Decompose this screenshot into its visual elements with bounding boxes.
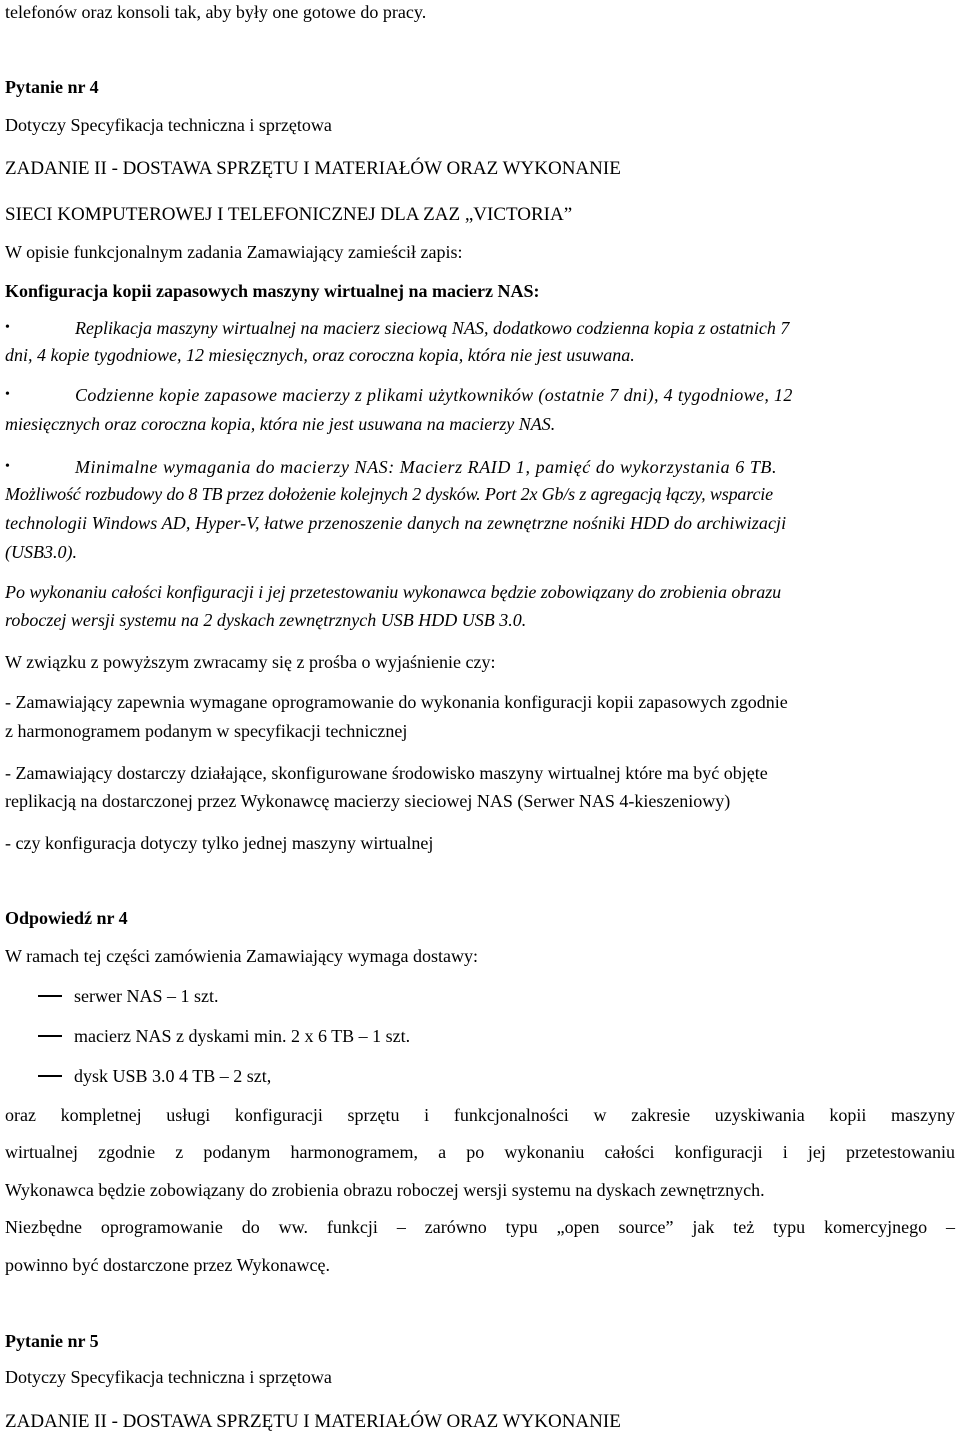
answer-4-intro: W ramach tej części zamówienia Zamawiający wymaga dostawy:: [5, 946, 478, 966]
bullet-3-third-line: technologii Windows AD, Hyper-V, łatwe przenoszenie danych na zewnętrzne nośniki HDD do archiwizacji: [5, 513, 787, 533]
answer-4-paragraph-line-4: Niezbędne oprogramowanie do ww. funkcji – zarówno typu „open source” jak też typu komercyjnego –: [5, 1217, 955, 1237]
question-4-task-line-2: SIECI KOMPUTEROWEJ I TELEFONICZNEJ DLA ZAZ „VICTORIA”: [5, 204, 573, 225]
bullet-2-second-line: miesięcznych oraz coroczna kopia, która nie jest usuwana na macierzy NAS.: [5, 414, 556, 434]
question-5-heading: Pytanie nr 5: [5, 1331, 99, 1351]
request-2-line-2: replikacją na dostarczonej przez Wykonawcę macierzy sieciowej NAS (Serwer NAS 4-kieszeniowy): [5, 791, 731, 811]
request-1-line-2: z harmonogramem podanym w specyfikacji technicznej: [5, 721, 408, 741]
bullet-1-second-line: dni, 4 kopie tygodniowe, 12 miesięcznych, oraz coroczna kopia, która nie jest usuwana.: [5, 345, 635, 365]
backup-config-title: Konfiguracja kopii zapasowych maszyny wirtualnej na macierz NAS:: [5, 281, 540, 301]
bullet-3-fourth-line: (USB3.0).: [5, 542, 77, 562]
dash-bullet-icon: [38, 1035, 62, 1037]
question-4-subject: Dotyczy Specyfikacja techniczna i sprzętowa: [5, 115, 332, 135]
request-intro: W związku z powyższym zwracamy się z prośba o wyjaśnienie czy:: [5, 652, 496, 672]
question-5-task-line-1: ZADANIE II - DOSTAWA SPRZĘTU I MATERIAŁÓW ORAZ WYKONANIE: [5, 1411, 621, 1432]
question-4-heading: Pytanie nr 4: [5, 77, 99, 97]
question-4-task-line-1: ZADANIE II - DOSTAWA SPRZĘTU I MATERIAŁÓW ORAZ WYKONANIE: [5, 158, 621, 179]
request-2-line-1: - Zamawiający dostarczy działające, skonfigurowane środowisko maszyny wirtualnej które ma być objęte: [5, 763, 768, 783]
request-3: - czy konfiguracja dotyczy tylko jednej maszyny wirtualnej: [5, 833, 434, 853]
answer-4-paragraph-line-5: powinno być dostarczone przez Wykonawcę.: [5, 1255, 330, 1275]
bullet-3-second-line: Możliwość rozbudowy do 8 TB przez dołożenie kolejnych 2 dysków. Port 2x Gb/s z agregacją łączy, wsparcie: [5, 484, 773, 504]
bullet-icon: •: [5, 320, 10, 335]
answer-4-paragraph-line-3: Wykonawca będzie zobowiązany do zrobienia obrazu roboczej wersji systemu na dyskach zewnętrznych.: [5, 1180, 765, 1200]
answer-4-paragraph-line-1: oraz kompletnej usługi konfiguracji sprzętu i funkcjonalności w zakresie uzyskiwania kopii maszyny: [5, 1105, 955, 1125]
after-config-line-2: roboczej wersji systemu na 2 dyskach zewnętrznych USB HDD USB 3.0.: [5, 610, 527, 630]
bullet-icon: •: [5, 459, 10, 474]
top-fragment-text: telefonów oraz konsoli tak, aby były one gotowe do pracy.: [5, 2, 427, 22]
question-5-subject: Dotyczy Specyfikacja techniczna i sprzętowa: [5, 1367, 332, 1387]
request-1-line-1: - Zamawiający zapewnia wymagane oprogramowanie do wykonania konfiguracji kopii zapasowych zgodnie: [5, 692, 788, 712]
dash-bullet-icon: [38, 1075, 62, 1077]
answer-4-paragraph-line-2: wirtualnej zgodnie z podanym harmonogramem, a po wykonaniu całości konfiguracji i jej przetestowaniu: [5, 1142, 955, 1162]
dash-bullet-icon: [38, 995, 62, 997]
bullet-icon: •: [5, 387, 10, 402]
document-page: telefonów oraz konsoli tak, aby były one gotowe do pracy. Pytanie nr 4 Dotyczy Specyfikacja techniczna i sprzętowa ZADANIE II - DOSTAWA SPRZĘTU I MATERIAŁÓW ORAZ WYKONANIE SIECI KOMPUTEROWEJ I TELEFONICZNEJ DLA ZAZ „VICTORIA” W opisie funkcjonalnym zadania Zamawiający zamieścił zapis: Konfiguracja kopii zapasowych maszyny wirtualnej na macierz NAS: • Replikacja maszyny wirtualnej na macierz sieciową NAS, dodatkowo codzienna kopia z ostatnich 7 dni, 4 kopie tygodniowe, 12 miesięcznych, oraz coroczna kopia, która nie jest usuwana. • Codzienne kopie zapasowe macierzy z plikami użytkowników (ostatnie 7 dni), 4 tygodniowe, 12 miesięcznych oraz coroczna kopia, która nie jest usuwana na macierzy NAS. • Minimalne wymagania do macierzy NAS: Macierz RAID 1, pamięć do wykorzystania 6 TB. Możliwość rozbudowy do 8 TB przez dołożenie kolejnych 2 dysków. Port 2x Gb/s z agregacją łączy, wsparcie technologii Windows AD, Hyper-V, łatwe przenoszenie danych na zewnętrzne nośniki HDD do archiwizacji (USB3.0). Po wykonaniu całości konfiguracji i jej przetestowaniu wykonawca będzie zobowiązany do zrobienia obrazu roboczej wersji systemu na 2 dyskach zewnętrznych USB HDD USB 3.0. W związku z powyższym zwracamy się z prośba o wyjaśnienie czy: - Zamawiający zapewnia wymagane oprogramowanie do wykonania konfiguracji kopii zapasowych zgodnie z harmonogramem podanym w specyfikacji technicznej - Zamawiający dostarczy działające, skonfigurowane środowisko maszyny wirtualnej które ma być objęte replikacją na dostarczonej przez Wykonawcę macierzy sieciowej NAS (Serwer NAS 4-kieszeniowy) - czy konfiguracja dotyczy tylko jednej maszyny wirtualnej Odpowiedź nr 4 W ramach tej części zamówienia Zamawiający wymaga dostawy: serwer NAS – 1 szt. macierz NAS z dyskami min. 2 x 6 TB – 1 szt. dysk USB 3.0 4 TB – 2 szt, oraz kompletnej usługi konfiguracji sprzętu i funkcjonalności w zakresie uzyskiwania kopii maszyny wirtualnej zgodnie z podanym harmonogramem, a po wykonaniu całości konfiguracji i jej przetestowaniu Wykonawca będzie zobowiązany do zrobienia obrazu roboczej wersji systemu na dyskach zewnętrznych. Niezbędne oprogramowanie do ww. funkcji – zarówno typu „open source” jak też typu komercyjnego – powinno być dostarczone przez Wykonawcę. Pytanie nr 5 Dotyczy Specyfikacja techniczna i sprzętowa ZADANIE II - DOSTAWA SPRZĘTU I MATERIAŁÓW ORAZ WYKONANIE: [5, 2, 955, 1432]
answer-4-heading: Odpowiedź nr 4: [5, 908, 128, 928]
after-config-line-1: Po wykonaniu całości konfiguracji i jej przetestowaniu wykonawca będzie zobowiązany do zrobienia obrazu: [5, 582, 782, 602]
question-4-intro: W opisie funkcjonalnym zadania Zamawiający zamieścił zapis:: [5, 242, 463, 262]
